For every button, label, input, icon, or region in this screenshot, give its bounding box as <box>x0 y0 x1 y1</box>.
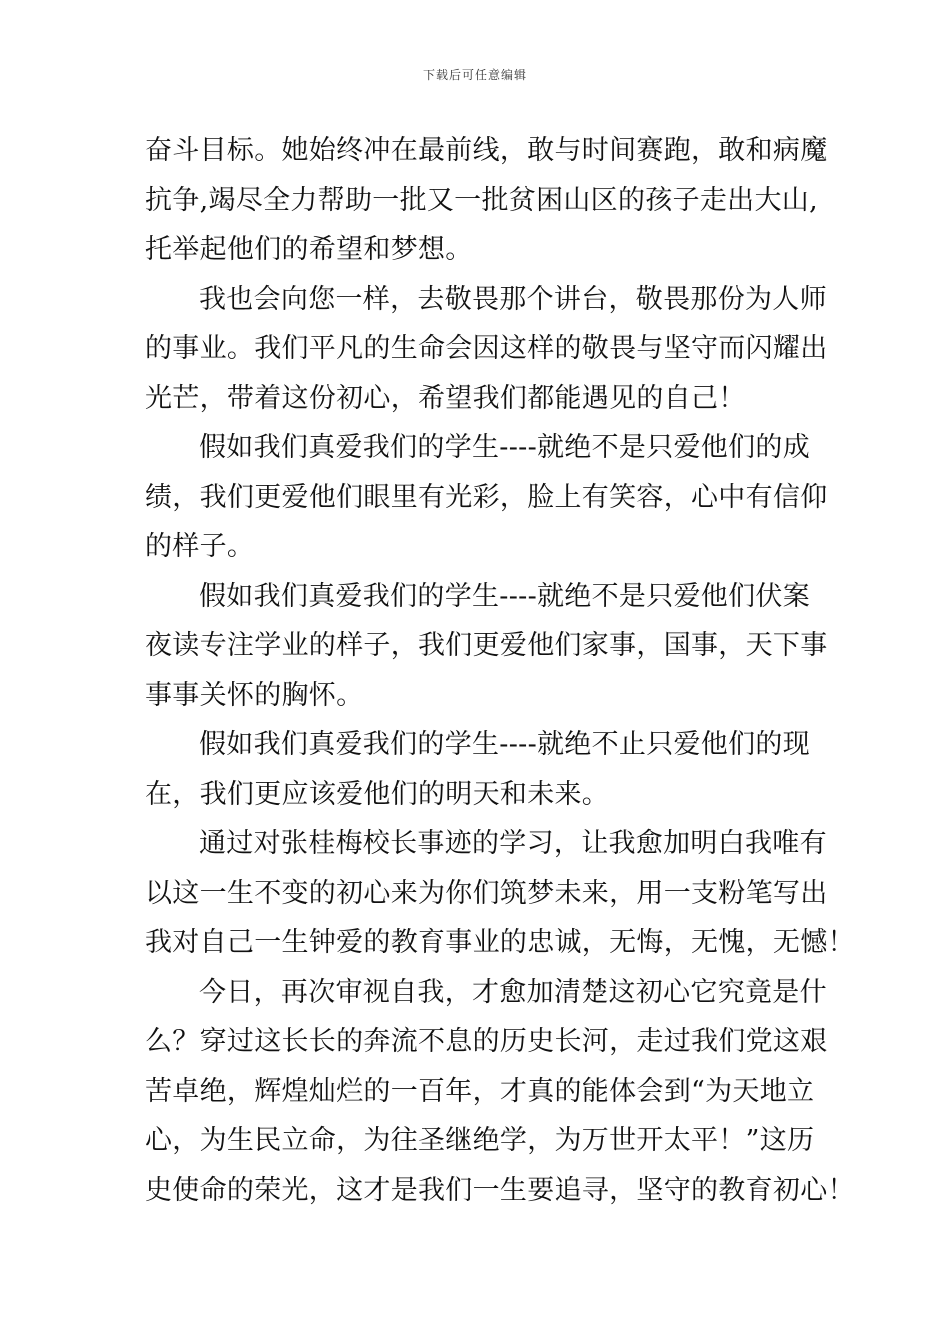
paragraph-line: 假如我们真爱我们的学生----就绝不是只爱他们伏案 <box>199 580 810 612</box>
paragraph-line: 托举起他们的希望和梦想。 <box>145 234 473 265</box>
paragraph-1 <box>145 126 828 275</box>
paragraph-line: 夜读专注学业的样子，我们更爱他们家事，国事，天下事 <box>145 630 828 661</box>
paragraph-3 <box>145 423 828 572</box>
paragraph-line: 事事关怀的胸怀。 <box>145 679 364 711</box>
paragraph-line: 今日，再次审视自我，才愈加清楚这初心它究竟是什 <box>199 976 827 1008</box>
paragraph-line: 在，我们更应该爱他们的明天和未来。 <box>145 778 610 810</box>
paragraph-7 <box>145 968 855 1216</box>
paragraph-line: 苦卓绝，辉煌灿烂的一百年，才真的能体会到“为天地立 <box>145 1075 815 1107</box>
paragraph-line: 光芒，带着这份初心，希望我们都能遇见的自己！ <box>145 382 746 414</box>
paragraph-line: 抗争,竭尽全力帮助一批又一批贫困山区的孩子走出大山, <box>145 184 818 216</box>
paragraph-4 <box>145 572 828 721</box>
paragraph-5 <box>145 720 810 819</box>
paragraph-line: 我也会向您一样，去敬畏那个讲台，敬畏那份为人师 <box>199 283 827 315</box>
paragraph-line: 假如我们真爱我们的学生----就绝不是只爱他们的成 <box>199 432 810 463</box>
paragraph-line: 我对自己一生钟爱的教育事业的忠诚，无悔，无愧，无憾！ <box>145 927 855 958</box>
paragraph-line: 心，为生民立命，为往圣继绝学，为万世开太平！”这历 <box>145 1125 815 1156</box>
document-body <box>145 126 855 1215</box>
paragraph-6 <box>145 819 855 968</box>
paragraph-line: 的样子。 <box>145 531 255 562</box>
paragraph-line: 通过对张桂梅校长事迹的学习，让我愈加明白我唯有 <box>199 828 827 859</box>
paragraph-line: 绩，我们更爱他们眼里有光彩，脸上有笑容，心中有信仰 <box>145 481 828 513</box>
paragraph-line: 以这一生不变的初心来为你们筑梦未来，用一支粉笔写出 <box>145 877 828 909</box>
page-header: 下载后可任意编辑 <box>422 68 527 82</box>
paragraph-line: 奋斗目标。她始终冲在最前线，敢与时间赛跑，敢和病魔 <box>145 135 828 166</box>
paragraph-line: 的事业。我们平凡的生命会因这样的敬畏与坚守而闪耀出 <box>145 333 828 364</box>
paragraph-line: 么？穿过这长长的奔流不息的历史长河，走过我们党这艰 <box>145 1026 828 1057</box>
paragraph-line: 史使命的荣光，这才是我们一生要追寻，坚守的教育初心！ <box>145 1174 855 1206</box>
paragraph-2 <box>145 275 828 424</box>
paragraph-line: 假如我们真爱我们的学生----就绝不止只爱他们的现 <box>199 729 810 760</box>
